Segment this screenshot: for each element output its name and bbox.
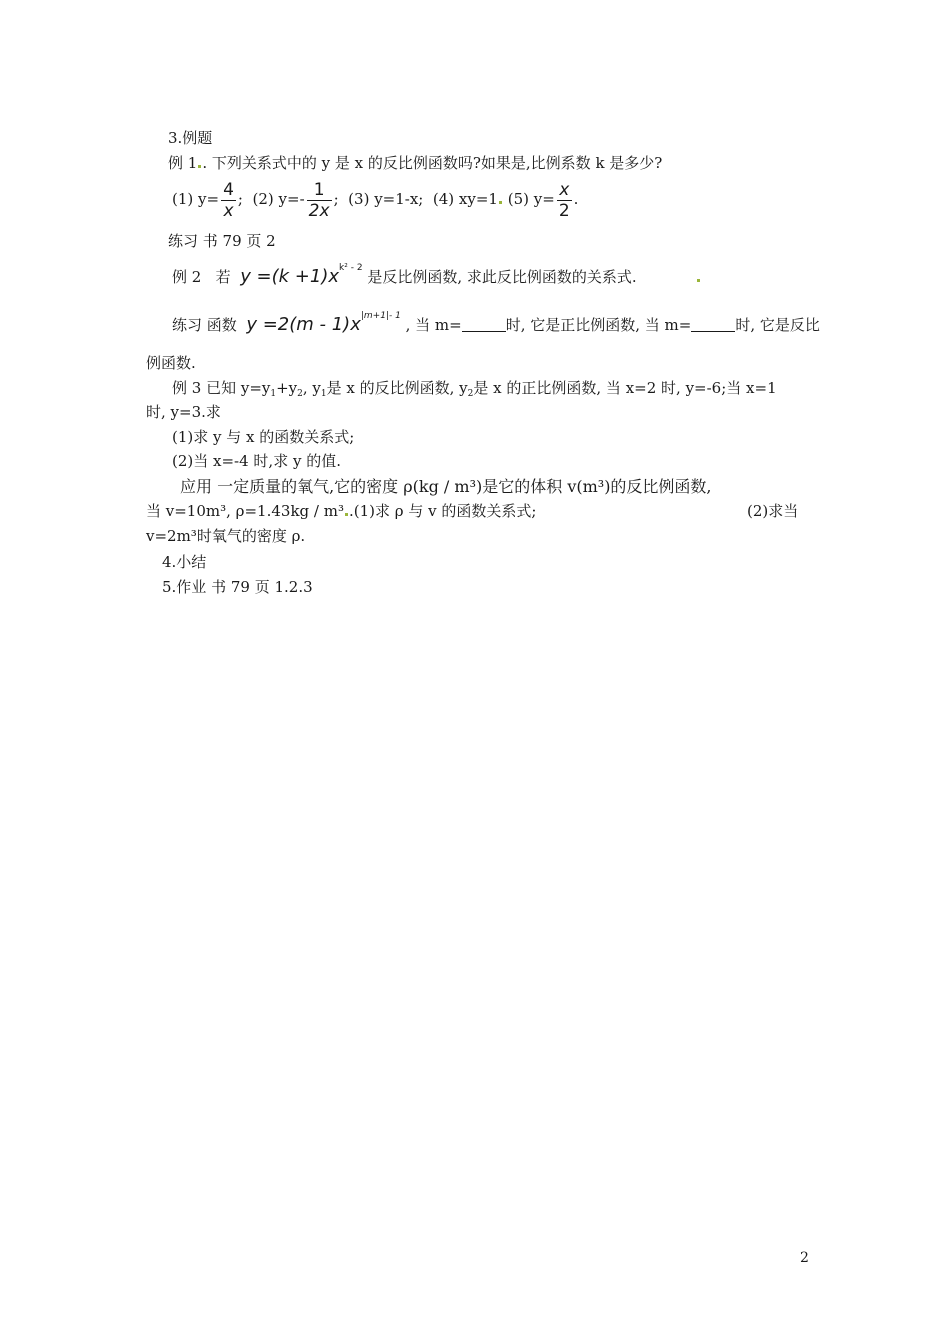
page-number: 2 bbox=[800, 1250, 809, 1266]
example-3-text-c: , y bbox=[302, 379, 321, 397]
item-3: (3) y=1-x; bbox=[348, 190, 424, 208]
example-1-question-line: 例 1 . 下列关系式中的 y 是 x 的反比例函数吗?如果是,比例系数 k 是多少? bbox=[168, 154, 663, 172]
homework: 5.作业 书 79 页 1.2.3 bbox=[162, 578, 313, 596]
fraction-denominator: 2 bbox=[558, 200, 570, 221]
item-1-label: (1) bbox=[172, 190, 194, 208]
item-1-prefix: y= bbox=[198, 190, 220, 208]
fraction-x-over-2 bbox=[557, 180, 572, 221]
practice-1: 练习 书 79 页 2 bbox=[168, 232, 276, 250]
marker-dot bbox=[697, 279, 700, 282]
practice-2-line-2: 例函数. bbox=[146, 354, 196, 372]
example-3-text-a: 例 3 已知 y=y bbox=[172, 379, 271, 397]
formula-exponent: |m+1|- 1 bbox=[360, 311, 401, 321]
practice-2-text-b: 时, 它是正比例函数, 当 m= bbox=[505, 316, 692, 334]
answer-blank-2[interactable] bbox=[691, 317, 735, 332]
practice-2-text-c: 时, 它是反比 bbox=[735, 316, 820, 334]
practice-2-label: 练习 函数 bbox=[172, 316, 237, 334]
example-3-text-f: 正比例函数, 当 x=2 时, y=-6;当 x=1 bbox=[521, 379, 777, 397]
example-3-line-1 bbox=[172, 378, 777, 404]
example-2-formula bbox=[240, 263, 363, 287]
example-3-text-d: 是 x 的反比例函数, y bbox=[326, 379, 468, 397]
example-3-line-2: 时, y=3.求 bbox=[146, 403, 221, 421]
example-3-text-e: 是 x 的 bbox=[473, 379, 522, 397]
subscript: 2 bbox=[297, 389, 303, 399]
fraction-4-over-x bbox=[221, 180, 236, 221]
subscript: 2 bbox=[467, 389, 474, 399]
practice-2-formula bbox=[246, 311, 401, 335]
fraction-numerator: 1 bbox=[313, 179, 325, 200]
marker-dot bbox=[499, 201, 502, 204]
fraction-denominator: 2x bbox=[308, 200, 330, 221]
practice-2-text-a: , 当 m= bbox=[405, 316, 462, 334]
item-2-label: (2) bbox=[252, 190, 274, 208]
application-line-2-right: (2)求当 bbox=[747, 502, 799, 520]
example-2-label: 例 2 bbox=[172, 268, 202, 286]
example-1-question: 下列关系式中的 y 是 x 的反比例函数吗?如果是,比例系数 k 是多少? bbox=[211, 154, 663, 172]
application-line-2 bbox=[146, 501, 536, 521]
example-3-question-2: (2)当 x=-4 时,求 y 的值. bbox=[172, 452, 341, 470]
subscript: 1 bbox=[320, 389, 327, 399]
item-4: (4) xy=1 bbox=[432, 190, 498, 208]
section-title: 3.例题 bbox=[168, 129, 213, 147]
example-1-label: 例 1 bbox=[168, 154, 198, 172]
fraction-denominator: x bbox=[221, 200, 236, 221]
item-2-prefix: y=- bbox=[278, 190, 305, 208]
application-line-1: 应用 一定质量的氧气,它的密度 ρ(kg / m³)是它的体积 v(m³)的反比例函数, bbox=[180, 477, 712, 496]
example-3-question-1: (1)求 y 与 x 的函数关系式; bbox=[172, 428, 355, 446]
formula-exponent: k² - 2 bbox=[339, 263, 363, 273]
formula-base: y =(k +1)x bbox=[240, 266, 340, 287]
marker-dot bbox=[345, 513, 348, 516]
separator: ; bbox=[333, 190, 339, 208]
example-3-text-b: +y bbox=[276, 379, 298, 397]
example-2-if: 若 bbox=[215, 268, 231, 286]
application-text-a: 当 v=10m³, ρ=1.43kg / m³ bbox=[146, 502, 344, 520]
subscript: 1 bbox=[270, 389, 277, 399]
answer-blank-1[interactable] bbox=[462, 317, 506, 332]
fraction-1-over-2x bbox=[307, 180, 332, 221]
fraction-numerator: 4 bbox=[223, 179, 234, 200]
formula-base: y =2(m - 1)x bbox=[246, 314, 361, 335]
example-2-line bbox=[172, 256, 701, 289]
item-5-label: (5) bbox=[507, 190, 529, 208]
fraction-numerator: x bbox=[559, 179, 570, 200]
summary: 4.小结 bbox=[162, 553, 207, 571]
application-text-b: .(1)求 ρ 与 v 的函数关系式; bbox=[348, 502, 537, 520]
application-line-3: v=2m³时氧气的密度 ρ. bbox=[146, 527, 306, 545]
end-period: . bbox=[573, 190, 579, 208]
example-1-items bbox=[172, 176, 578, 222]
item-5-prefix: y= bbox=[533, 190, 555, 208]
example-2-text: 是反比例函数, 求此反比例函数的关系式. bbox=[367, 268, 637, 286]
separator: ; bbox=[237, 190, 243, 208]
practice-2-line bbox=[172, 304, 820, 337]
marker-dot bbox=[198, 165, 201, 168]
